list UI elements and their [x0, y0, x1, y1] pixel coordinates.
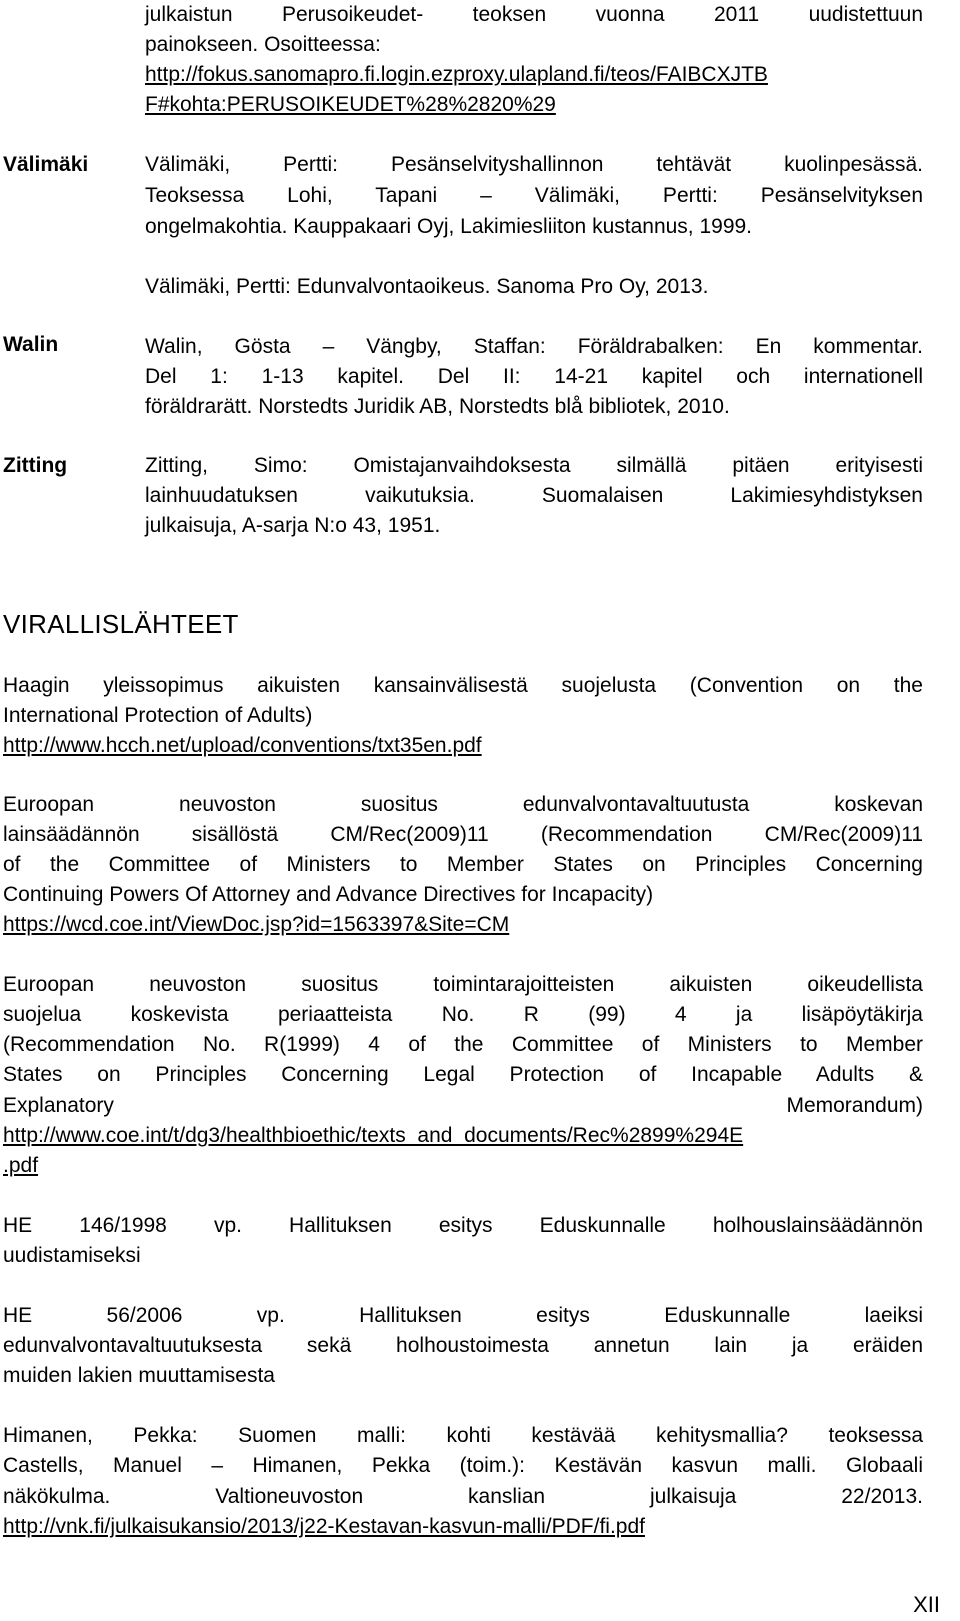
- text-line: International Protection of Adults): [3, 704, 313, 727]
- text-line: of the Committee of Ministers to Member States on Principles Concerning: [3, 853, 923, 876]
- text-line: lainsäädännön sisällöstä CM/Rec(2009)11 (Recommendation CM/Rec(2009)11: [3, 823, 923, 846]
- url-link[interactable]: http://vnk.fi/julkaisukansio/2013/j22-Kestavan-kasvun-malli/PDF/fi.pdf: [3, 1515, 645, 1538]
- author-label-valimaki: Välimäki: [3, 153, 89, 176]
- text-line: julkaisuja, A-sarja N:o 43, 1951.: [145, 514, 441, 537]
- url-link[interactable]: https://wcd.coe.int/ViewDoc.jsp?id=1563397&Site=CM: [3, 913, 510, 936]
- text-line: Zitting, Simo: Omistajanvaihdoksesta silmällä pitäen erityisesti: [145, 454, 923, 477]
- text-line: Välimäki, Pertti: Pesänselvityshallinnon tehtävät kuolinpesässä.: [145, 153, 923, 176]
- text-line: painokseen. Osoitteessa:: [145, 33, 381, 56]
- url-link[interactable]: http://fokus.sanomapro.fi.login.ezproxy.ulapland.fi/teos/FAIBCXJTB: [145, 63, 768, 86]
- url-link[interactable]: http://www.coe.int/t/dg3/healthbioethic/texts_and_documents/Rec%2899%294E: [3, 1124, 744, 1147]
- page-number: XII: [913, 1592, 940, 1617]
- text-line: Himanen, Pekka: Suomen malli: kohti kestävää kehitysmallia? teoksessa: [3, 1424, 923, 1447]
- text-line: Euroopan neuvoston suositus edunvalvontavaltuutusta koskevan: [3, 793, 923, 816]
- section-heading: VIRALLISLÄHTEET: [3, 609, 239, 639]
- text-line: Walin, Gösta – Vängby, Staffan: Föräldrabalken: En kommentar.: [145, 335, 923, 358]
- text-line: Haagin yleissopimus aikuisten kansainvälisestä suojelusta (Convention on the: [3, 674, 923, 697]
- text-line: Explanatory Memorandum): [3, 1094, 923, 1117]
- url-link[interactable]: http://www.hcch.net/upload/conventions/txt35en.pdf: [3, 734, 482, 757]
- text-line: näkökulma. Valtioneuvoston kanslian julkaisuja 22/2013.: [3, 1485, 923, 1508]
- author-label-zitting: Zitting: [3, 454, 68, 477]
- text-line: suojelua koskevista periaatteista No. R (99) 4 ja lisäpöytäkirja: [3, 1003, 923, 1026]
- text-line: Continuing Powers Of Attorney and Advance Directives for Incapacity): [3, 883, 654, 906]
- text-line: Castells, Manuel – Himanen, Pekka (toim.): Kestävän kasvun malli. Globaali: [3, 1454, 923, 1477]
- text-line: uudistamiseksi: [3, 1244, 141, 1267]
- text-line: ongelmakohtia. Kauppakaari Oyj, Lakimiesliiton kustannus, 1999.: [145, 215, 753, 238]
- text-line: States on Principles Concerning Legal Protection of Incapable Adults &: [3, 1063, 923, 1086]
- text-line: Del 1: 1-13 kapitel. Del II: 14-21 kapitel och internationell: [145, 365, 923, 388]
- reference-entry-valimaki-2: Välimäki, Pertti: Edunvalvontaoikeus. Sanoma Pro Oy, 2013.: [145, 275, 709, 298]
- author-label-walin: Walin: [3, 333, 59, 356]
- text-line: edunvalvontavaltuutuksesta sekä holhoustoimesta annetun lain ja eräiden: [3, 1334, 923, 1357]
- text-line: muiden lakien muuttamisesta: [3, 1364, 275, 1387]
- text-line: Euroopan neuvoston suositus toimintarajoitteisten aikuisten oikeudellista: [3, 973, 923, 996]
- text-line: (Recommendation No. R(1999) 4 of the Committee of Ministers to Member: [3, 1033, 923, 1056]
- url-link[interactable]: .pdf: [3, 1154, 39, 1177]
- text-line: HE 146/1998 vp. Hallituksen esitys Eduskunnalle holhouslainsäädännön: [3, 1214, 923, 1237]
- text-line: HE 56/2006 vp. Hallituksen esitys Eduskunnalle laeiksi: [3, 1304, 923, 1327]
- text-line: julkaistun Perusoikeudet- teoksen vuonna 2011 uudistettuun: [145, 3, 923, 26]
- text-line: Teoksessa Lohi, Tapani – Välimäki, Pertti: Pesänselvityksen: [145, 184, 923, 207]
- text-line: föräldrarätt. Norstedts Juridik AB, Norstedts blå bibliotek, 2010.: [145, 395, 730, 418]
- text-line: lainhuudatuksen vaikutuksia. Suomalaisen Lakimiesyhdistyksen: [145, 484, 923, 507]
- url-link[interactable]: F#kohta:PERUSOIKEUDET%28%2820%29: [145, 93, 556, 116]
